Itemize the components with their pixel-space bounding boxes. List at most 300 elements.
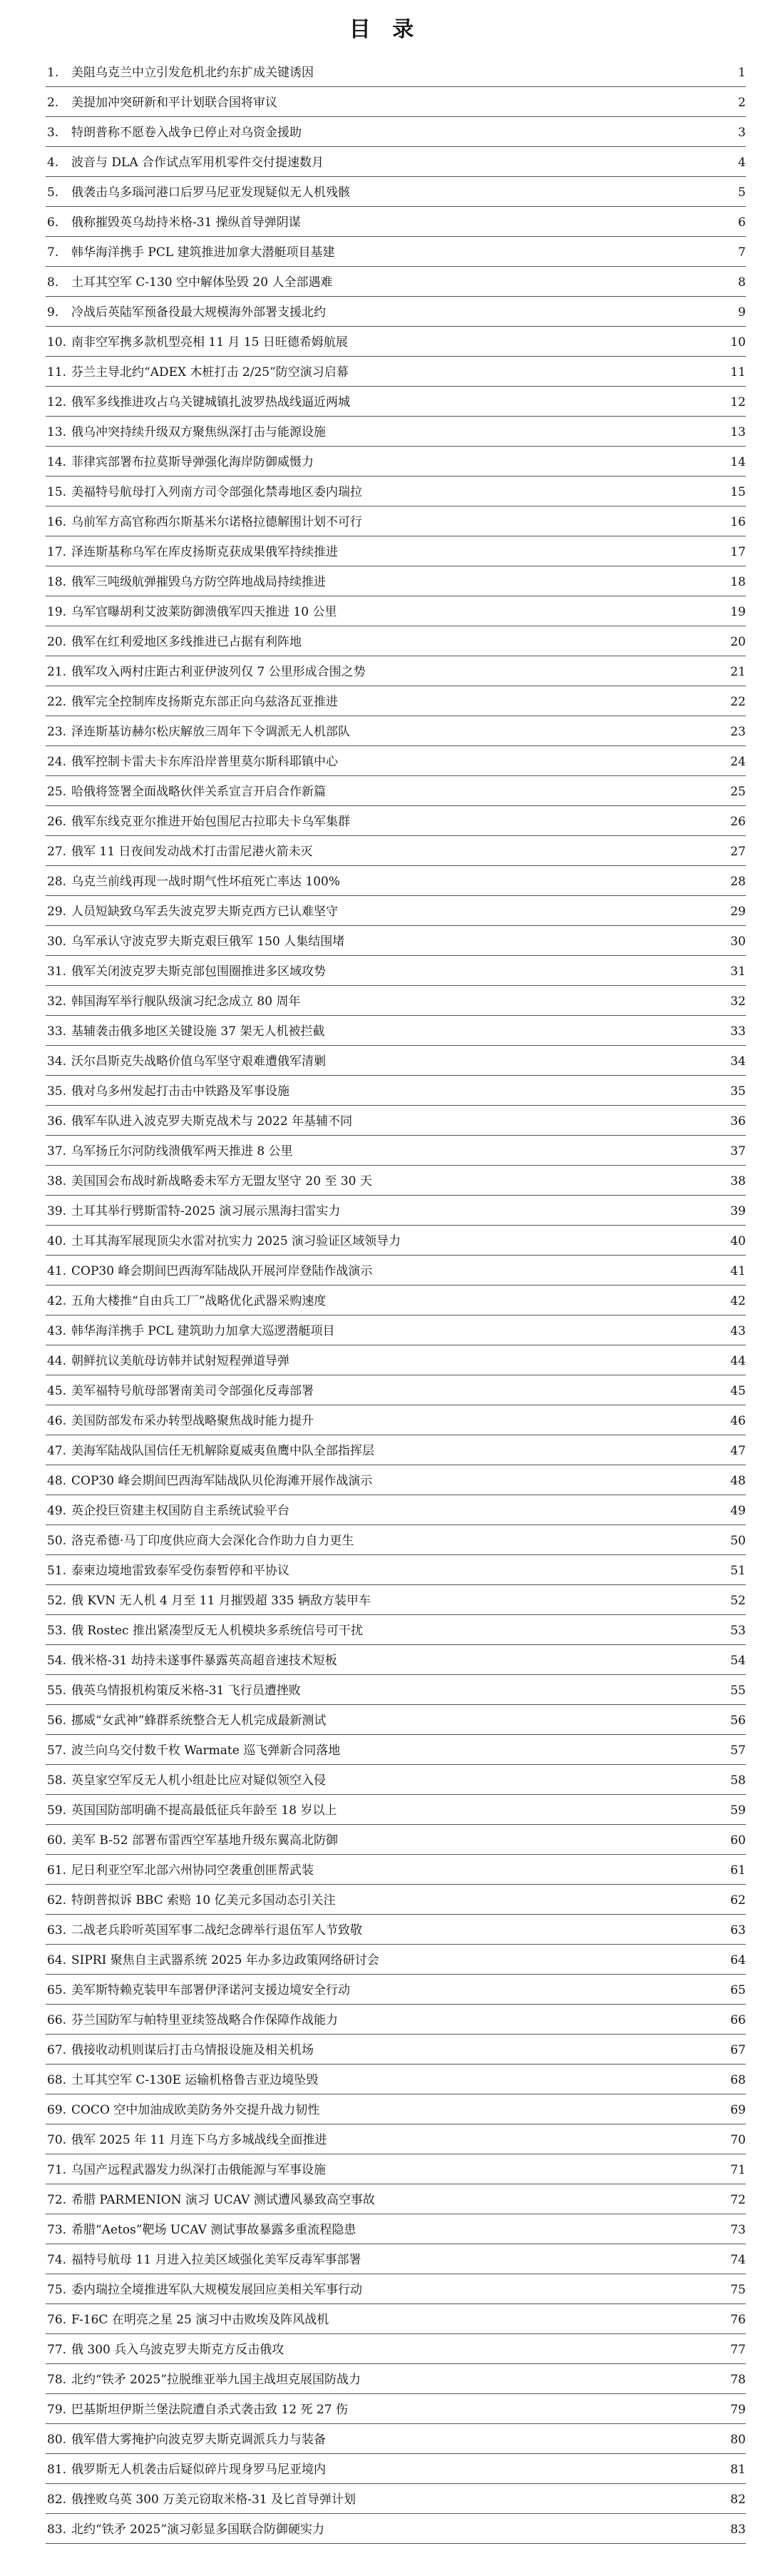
toc-entry-page: 79 [730,2403,746,2417]
toc-entry-title[interactable]: F-16C 在明亮之星 25 演习中击败埃及阵风战机 [71,2313,329,2327]
toc-entry-page: 43 [730,1324,746,1338]
toc-entry-page: 31 [730,964,746,979]
toc-entry[interactable] [0,2127,770,2157]
toc-entry-divider [46,1015,746,1016]
toc-entry-title[interactable]: 韩国海军举行舰队级演习纪念成立 80 周年 [71,994,301,1009]
toc-entry-title[interactable]: 南非空军携多款机型亮相 11 月 15 日旺德希姆航展 [71,335,348,350]
toc-entry-divider [46,745,746,746]
toc-entry-page: 36 [730,1114,746,1129]
toc-entry[interactable] [0,1858,770,1888]
toc-entry-number: 65. [47,1983,67,1997]
toc-entry-title[interactable]: 英皇家空军反无人机小组赴比应对疑似领空入侵 [71,1773,326,1788]
toc-entry-title[interactable]: 洛克希德·马丁印度供应商大会深化合作助力自力更生 [71,1534,354,1548]
toc-entry-page: 61 [730,1863,746,1878]
toc-entry-number: 28. [47,875,67,889]
toc-entry-page: 52 [730,1594,746,1608]
toc-entry[interactable] [0,1918,770,1948]
toc-entry-page: 5 [738,185,746,200]
toc-entry[interactable] [0,2217,770,2247]
toc-entry-divider [46,955,746,956]
toc-entry-title[interactable]: 北约“铁矛 2025”拉脱维亚举九国主战坦克展国防战力 [71,2373,361,2387]
toc-entry-number: 21. [47,665,67,679]
toc-entry[interactable] [0,719,770,749]
toc-entry-number: 58. [47,1773,67,1788]
toc-entry[interactable] [0,1558,770,1588]
toc-entry-page: 62 [730,1893,746,1908]
toc-entry-page: 46 [730,1414,746,1428]
toc-entry-title[interactable]: 俄军车队进入波克罗夫斯克战术与 2022 年基辅不同 [71,1114,353,1129]
toc-entry-title[interactable]: 美阻乌克兰中立引发危机北约东扩成关键诱因 [71,66,314,80]
toc-entry-page: 11 [730,365,746,380]
toc-entry[interactable] [0,479,770,509]
toc-entry-title[interactable]: 俄称摧毁英乌劫持米格-31 操纵首导弹阴谋 [71,215,301,230]
toc-entry-title[interactable]: 菲律宾部署布拉莫斯导弹强化海岸防御威慑力 [71,455,314,469]
toc-entry[interactable] [0,659,770,689]
toc-entry-page: 77 [730,2343,746,2357]
toc-entry[interactable] [0,150,770,180]
toc-entry-divider [46,1824,746,1825]
toc-entry-title[interactable]: 乌克兰前线再现一战时期气性坏疽死亡率达 100% [71,875,341,889]
toc-entry-title[interactable]: 俄军借大雾掩护向波克罗夫斯克调派兵力与装备 [71,2433,326,2447]
toc-entry-title[interactable]: COCO 空中加油成欧美防务外交提升战力韧性 [71,2103,320,2117]
toc-entry[interactable] [0,1019,770,1049]
toc-entry-title[interactable]: 沃尔昌斯克失战略价值乌军坚守艰难遭俄军清剿 [71,1054,326,1069]
toc-entry-number: 33. [47,1024,67,1039]
toc-entry-page: 49 [730,1504,746,1518]
toc-entry[interactable] [0,1977,770,2007]
toc-entry[interactable] [0,2067,770,2097]
toc-entry-number: 3. [47,126,59,140]
toc-entry-number: 68. [47,2073,67,2087]
toc-entry-title[interactable]: 韩华海洋携手 PCL 建筑推进加拿大潜艇项目基建 [71,245,335,260]
toc-entry-title[interactable]: 俄军在红利爱地区多线推进已占据有利阵地 [71,635,302,649]
toc-entry[interactable] [0,1708,770,1738]
toc-entry-title[interactable]: 俄米格-31 劫持未遂事件暴露英高超音速技术短板 [71,1654,337,1668]
toc-entry-page: 24 [730,755,746,769]
toc-entry[interactable] [0,839,770,869]
toc-entry-title[interactable]: 俄对乌多州发起打击击中铁路及军事设施 [71,1084,289,1099]
toc-entry[interactable] [0,1828,770,1858]
toc-entry-title[interactable]: COP30 峰会期间巴西海军陆战队开展河岸登陆作战演示 [71,1264,373,1278]
toc-entry-page: 64 [730,1953,746,1967]
toc-entry-title[interactable]: 美军福特号航母部署南美司令部强化反毒部署 [71,1384,314,1398]
toc-entry-page: 27 [730,845,746,859]
toc-entry-title[interactable]: 俄军完全控制库皮扬斯克东部正向乌兹洛瓦亚推进 [71,695,338,709]
toc-entry[interactable] [0,1798,770,1828]
toc-entry[interactable] [0,749,770,779]
toc-entry-title[interactable]: 俄 KVN 无人机 4 月至 11 月摧毁超 335 辆敌方装甲车 [71,1594,371,1608]
toc-entry-title[interactable]: COP30 峰会期间巴西海军陆战队贝伦海滩开展作战演示 [71,1474,373,1488]
toc-entry[interactable] [0,2367,770,2397]
toc-entry-divider [46,1764,746,1765]
toc-entry-title[interactable]: 俄接收动机则谋后打击乌情报设施及相关机场 [71,2043,314,2057]
toc-entry-number: 59. [47,1803,67,1818]
toc-entry-page: 53 [730,1624,746,1638]
toc-entry-number: 46. [47,1414,67,1428]
toc-entry[interactable] [0,1348,770,1378]
toc-entry[interactable] [0,1678,770,1708]
toc-entry-page: 58 [730,1773,746,1788]
toc-entry[interactable] [0,929,770,959]
toc-entry-title[interactable]: 特朗普拟诉 BBC 索赔 10 亿美元多国动态引关注 [71,1893,336,1908]
toc-entry-title[interactable]: 希腊 PARMENION 演习 UCAV 测试遭风暴致高空事故 [71,2193,375,2207]
toc-entry-page: 73 [730,2223,746,2237]
toc-entry-divider [46,1554,746,1555]
toc-entry[interactable] [0,1468,770,1498]
toc-entry-page: 40 [730,1234,746,1248]
toc-entry-divider [46,476,746,477]
toc-entry-page: 30 [730,935,746,949]
toc-entry-page: 72 [730,2193,746,2207]
toc-entry[interactable] [0,2307,770,2337]
toc-entry-divider [46,1165,746,1166]
toc-entry-number: 48. [47,1474,67,1488]
toc-entry-page: 81 [730,2463,746,2477]
toc-entry-page: 69 [730,2103,746,2117]
toc-entry[interactable] [0,1288,770,1318]
toc-entry-number: 80. [47,2433,67,2447]
toc-entry-title[interactable]: 俄 300 兵入乌波克罗夫斯克方反击俄攻 [71,2343,284,2357]
toc-entry[interactable] [0,1408,770,1438]
toc-entry-divider [46,176,746,177]
toc-entry-page: 55 [730,1684,746,1698]
toc-entry-divider [46,1225,746,1226]
toc-entry-page: 4 [738,156,746,170]
toc-entry-number: 83. [47,2522,67,2537]
toc-entry-number: 81. [47,2463,67,2477]
toc-entry[interactable] [0,120,770,150]
toc-entry-title[interactable]: 五角大楼推“自由兵工厂”战略优化武器采购速度 [71,1294,327,1308]
toc-entry-number: 8. [47,275,59,290]
toc-entry[interactable] [0,1438,770,1468]
toc-entry-title[interactable]: 人员短缺致乌军丢失波克罗夫斯克西方已认难坚守 [71,905,338,919]
toc-entry[interactable] [0,390,770,419]
toc-entry-title[interactable]: 乌前军方高官称西尔斯基米尔诺格拉德解围计划不可行 [71,515,362,529]
toc-entry-number: 6. [47,215,59,230]
toc-entry-divider [46,1584,746,1585]
toc-entry[interactable] [0,599,770,629]
toc-entry-title[interactable]: 二战老兵聆听英国军事二战纪念碑举行退伍军人节致敬 [71,1923,362,1938]
page-title: 目 录 [349,17,421,42]
toc-entry[interactable] [0,779,770,809]
toc-entry[interactable] [0,2247,770,2277]
toc-entry-page: 16 [730,515,746,529]
toc-entry-title[interactable]: 委内瑞拉全境推进军队大规模发展回应美相关军事行动 [71,2283,362,2297]
toc-entry-title[interactable]: 俄军 2025 年 11 月连下乌方多城战线全面推进 [71,2133,327,2147]
toc-entry-title[interactable]: 俄袭击乌多瑙河港口后罗马尼亚发现疑似无人机残骸 [71,185,350,200]
toc-entry-number: 29. [47,905,67,919]
toc-entry[interactable] [0,90,770,120]
toc-entry-page: 12 [730,395,746,409]
toc-entry-title[interactable]: SIPRI 聚焦自主武器系统 2025 年办多边政策网络研讨会 [71,1953,379,1967]
toc-entry[interactable] [0,1738,770,1768]
toc-entry-title[interactable]: 福特号航母 11 月进入拉美区域强化美军反毒军事部署 [71,2253,361,2267]
toc-entry-title[interactable]: 俄挫败乌英 300 万美元窃取米格-31 及匕首导弹计划 [71,2493,356,2507]
toc-entry-page: 78 [730,2373,746,2387]
toc-entry-title[interactable]: 朝鲜抗议美航母访韩并试射短程弹道导弹 [71,1354,289,1368]
toc-entry-number: 47. [47,1444,67,1458]
toc-entry-divider [46,2453,746,2454]
toc-entry-title[interactable]: 英国国防部明确不提高最低征兵年龄至 18 岁以上 [71,1803,337,1818]
toc-entry[interactable] [0,1198,770,1228]
toc-entry-title[interactable]: 波音与 DLA 合作试点军用机零件交付提速数月 [71,156,324,170]
toc-entry-divider [46,236,746,237]
toc-entry-title[interactable]: 芬兰国防军与帕特里亚续签战略合作保障作战能力 [71,2013,338,2027]
toc-entry-divider [46,86,746,87]
toc-entry-divider [46,2004,746,2005]
toc-entry-page: 63 [730,1923,746,1938]
toc-entry-page: 59 [730,1803,746,1818]
toc-entry[interactable] [0,2337,770,2367]
toc-entry[interactable] [0,1528,770,1558]
toc-entry-title[interactable]: 美军 B-52 部署布雷西空军基地升级东翼高北防御 [71,1833,338,1848]
toc-entry-title[interactable]: 泰柬边境地雷致泰军受伤泰暂停和平协议 [71,1564,289,1578]
toc-entry-title[interactable]: 挪威“女武神”蜂群系统整合无人机完成最新测试 [71,1714,327,1728]
toc-entry-title[interactable]: 俄军关闭波克罗夫斯克部包围圈推进多区域攻势 [71,964,326,979]
toc-entry-number: 64. [47,1953,67,1967]
toc-entry-page: 6 [738,215,746,230]
toc-entry-number: 62. [47,1893,67,1908]
toc-entry-number: 37. [47,1144,67,1159]
toc-entry-number: 20. [47,635,67,649]
toc-entry-number: 19. [47,605,67,619]
toc-entry[interactable] [0,1498,770,1528]
toc-entry[interactable] [0,1588,770,1618]
toc-entry[interactable] [0,1378,770,1408]
toc-entry[interactable] [0,539,770,569]
toc-entry-divider [46,1794,746,1795]
toc-entry[interactable] [0,2007,770,2037]
toc-entry-title[interactable]: 泽连斯基访赫尔松庆解放三周年下令调派无人机部队 [71,725,350,739]
toc-entry-page: 7 [738,245,746,260]
toc-entry[interactable] [0,989,770,1019]
toc-entry-number: 14. [47,455,67,469]
toc-entry-title[interactable]: 美提加冲突研新和平计划联合国将审议 [71,96,277,110]
toc-entry[interactable] [0,1258,770,1288]
toc-entry[interactable] [0,1079,770,1109]
toc-entry-page: 66 [730,2013,746,2027]
toc-entry-title[interactable]: 土耳其空军 C-130E 运输机格鲁吉亚边境坠毁 [71,2073,319,2087]
toc-entry-number: 25. [47,785,67,799]
toc-entry[interactable] [0,2427,770,2457]
toc-entry-number: 61. [47,1863,67,1878]
toc-entry-title[interactable]: 土耳其海军展现顶尖水雷对抗实力 2025 演习验证区域领导力 [71,1234,401,1248]
toc-entry[interactable] [0,240,770,270]
toc-entry[interactable] [0,360,770,390]
toc-entry[interactable] [0,1888,770,1918]
toc-entry-page: 80 [730,2433,746,2447]
toc-entry-title[interactable]: 巴基斯坦伊斯兰堡法院遭自杀式袭击致 12 死 27 伤 [71,2403,348,2417]
toc-entry[interactable] [0,689,770,719]
toc-entry[interactable] [0,2397,770,2427]
toc-entry-number: 11. [47,365,67,380]
toc-entry-divider [46,1614,746,1615]
toc-entry-title[interactable]: 基辅袭击俄多地区关键设施 37 架无人机被拦截 [71,1024,325,1039]
toc-entry-title[interactable]: 俄军控制卡雷夫卡东库沿岸普里莫尔斯科耶镇中心 [71,755,338,769]
toc-entry-title[interactable]: 美军斯特赖克装甲车部署伊泽诺河支援边境安全行动 [71,1983,350,1997]
toc-entry[interactable] [0,899,770,929]
toc-entry-number: 13. [47,425,67,439]
toc-entry-title[interactable]: 美福特号航母打入列南方司令部强化禁毒地区委内瑞拉 [71,485,362,499]
toc-entry-title[interactable]: 北约“铁矛 2025”演习彰显多国联合防御硬实力 [71,2522,325,2537]
toc-entry[interactable] [0,1318,770,1348]
toc-entry-title[interactable]: 冷战后英陆军预备役最大规模海外部署支援北约 [71,305,326,320]
toc-entry[interactable] [0,300,770,330]
toc-entry-number: 34. [47,1054,67,1069]
toc-entry-number: 32. [47,994,67,1009]
toc-entry-divider [46,416,746,417]
toc-entry[interactable] [0,1169,770,1198]
toc-entry-title[interactable]: 英企投巨资建主权国防自主系统试验平台 [71,1504,289,1518]
toc-entry[interactable] [0,2487,770,2517]
toc-entry-number: 41. [47,1264,67,1278]
toc-entry[interactable] [0,1139,770,1169]
toc-entry[interactable] [0,509,770,539]
toc-entry-divider [46,805,746,806]
toc-entry[interactable] [0,2277,770,2307]
toc-entry[interactable] [0,210,770,240]
toc-entry[interactable] [0,270,770,300]
toc-entry-title[interactable]: 乌军官曝胡利艾波莱防御溃俄军四天推进 10 公里 [71,605,337,619]
toc-entry-number: 31. [47,964,67,979]
toc-entry-divider [46,1285,746,1286]
toc-entry-page: 19 [730,605,746,619]
toc-entry-title[interactable]: 乌军承认守波克罗夫斯克艰巨俄军 150 人集结围堵 [71,935,345,949]
toc-entry-page: 47 [730,1444,746,1458]
toc-entry[interactable] [0,1948,770,1977]
toc-entry-title[interactable]: 乌军扬丘尔河防线溃俄军两天推进 8 公里 [71,1144,293,1159]
toc-entry-page: 83 [730,2522,746,2537]
toc-entry-page: 74 [730,2253,746,2267]
toc-entry[interactable] [0,2097,770,2127]
toc-entry-divider [46,2333,746,2334]
toc-entry-number: 45. [47,1384,67,1398]
toc-entry[interactable] [0,1648,770,1678]
toc-entry-divider [46,1914,746,1915]
toc-entry-divider [46,326,746,327]
toc-entry-divider [46,2034,746,2035]
toc-entry-number: 74. [47,2253,67,2267]
toc-entry-title[interactable]: 俄军 11 日夜间发动战术打击雷尼港火箭未灭 [71,845,313,859]
toc-entry[interactable] [0,869,770,899]
toc-entry-number: 1. [47,66,59,80]
toc-entry[interactable] [0,419,770,449]
toc-entry-title[interactable]: 俄军三吨级航弹摧毁乌方防空阵地战局持续推进 [71,575,326,589]
toc-entry-title[interactable]: 俄军攻入两村庄距古利亚伊波列仅 7 公里形成合围之势 [71,665,366,679]
toc-entry[interactable] [0,2187,770,2217]
toc-entry-page: 68 [730,2073,746,2087]
toc-entry-title[interactable]: 美国防部发布采办转型战略聚焦战时能力提升 [71,1414,314,1428]
toc-entry-number: 54. [47,1654,67,1668]
toc-entry-page: 56 [730,1714,746,1728]
toc-entry-divider [46,1854,746,1855]
toc-entry-page: 17 [730,545,746,559]
toc-entry[interactable] [0,959,770,989]
toc-entry-title[interactable]: 泽连斯基称乌军在库皮扬斯克获成果俄军持续推进 [71,545,338,559]
toc-entry-title[interactable]: 美海军陆战队国信任无机解除夏威夷鱼鹰中队全部指挥层 [71,1444,374,1458]
toc-entry-number: 52. [47,1594,67,1608]
toc-entry-title[interactable]: 尼日利亚空军北部六州协同空袭重创匪帮武装 [71,1863,314,1878]
toc-entry-number: 73. [47,2223,67,2237]
toc-entry[interactable] [0,569,770,599]
toc-entry-divider [46,206,746,207]
toc-entry-number: 70. [47,2133,67,2147]
toc-entry[interactable] [0,449,770,479]
toc-entry-title[interactable]: 俄乌冲突持续升级双方聚焦纵深打击与能源设施 [71,425,326,439]
toc-entry-page: 51 [730,1564,746,1578]
toc-entry[interactable] [0,330,770,360]
toc-entry-divider [46,1704,746,1705]
toc-entry-title[interactable]: 哈俄将签署全面战略伙伴关系宣言开启合作新篇 [71,785,326,799]
toc-entry[interactable] [0,1768,770,1798]
toc-entry-title[interactable]: 俄军东线克亚尔推进开始包围尼古拉耶夫卡乌军集群 [71,815,350,829]
toc-entry-title[interactable]: 俄罗斯无人机袭击后疑似碎片现身罗马尼亚境内 [71,2463,326,2477]
toc-entry-number: 79. [47,2403,67,2417]
toc-entry-divider [46,985,746,986]
toc-entry-title[interactable]: 美国国会布战时新战略委未军方无盟友坚守 20 至 30 天 [71,1174,372,1188]
toc-entry-page: 50 [730,1534,746,1548]
toc-entry-number: 43. [47,1324,67,1338]
toc-entry[interactable] [0,2457,770,2487]
toc-entry-title[interactable]: 韩华海洋携手 PCL 建筑助力加拿大巡逻潜艇项目 [71,1324,335,1338]
toc-entry[interactable] [0,180,770,210]
toc-entry-number: 30. [47,935,67,949]
toc-entry[interactable] [0,629,770,659]
toc-entry-page: 32 [730,994,746,1009]
toc-entry-title[interactable]: 俄军多线推进攻占乌关键城镇扎波罗热战线逼近两城 [71,395,350,409]
toc-entry-page: 67 [730,2043,746,2057]
toc-entry-number: 42. [47,1294,67,1308]
toc-entry[interactable] [0,2517,770,2547]
toc-entry-page: 8 [738,275,746,290]
toc-entry-page: 38 [730,1174,746,1188]
toc-entry-title[interactable]: 俄英乌情报机构策反米格-31 飞行员遭挫败 [71,1684,301,1698]
toc-entry-title[interactable]: 芬兰主导北约“ADEX 木桩打击 2/25”防空演习启幕 [71,365,349,380]
toc-entry[interactable] [0,2157,770,2187]
toc-entry-page: 48 [730,1474,746,1488]
toc-entry-page: 1 [738,66,746,80]
toc-entry[interactable] [0,1049,770,1079]
toc-entry-number: 16. [47,515,67,529]
toc-entry-title[interactable]: 特朗普称不愿卷入战争已停止对乌资金援助 [71,126,302,140]
toc-entry[interactable] [0,1618,770,1648]
toc-entry[interactable] [0,1228,770,1258]
toc-entry-page: 71 [730,2163,746,2177]
toc-entry[interactable] [0,809,770,839]
toc-entry-title[interactable]: 土耳其空军 C-130 空中解体坠毁 20 人全部遇难 [71,275,333,290]
toc-entry-title[interactable]: 希腊“Aetos”靶场 UCAV 测试事故暴露多重流程隐患 [71,2223,356,2237]
toc-entry-divider [46,835,746,836]
toc-entry-divider [46,2483,746,2484]
toc-entry-title[interactable]: 波兰向乌交付数千枚 Warmate 巡飞弹新合同落地 [71,1743,341,1758]
toc-entry-page: 2 [738,96,746,110]
toc-entry-number: 69. [47,2103,67,2117]
toc-entry-divider [46,775,746,776]
toc-entry[interactable] [0,60,770,90]
toc-entry[interactable] [0,1109,770,1139]
toc-entry-title[interactable]: 俄 Rostec 推出紧凑型反无人机模块多系统信号可干扰 [71,1624,363,1638]
toc-entry-number: 18. [47,575,67,589]
toc-entry-title[interactable]: 乌国产远程武器发力纵深打击俄能源与军事设施 [71,2163,326,2177]
toc-entry-number: 36. [47,1114,67,1129]
toc-entry[interactable] [0,2037,770,2067]
toc-entry-number: 71. [47,2163,67,2177]
toc-entry-title[interactable]: 土耳其举行劈斯雷特-2025 演习展示黑海扫雷实力 [71,1204,341,1218]
toc-entry-page: 10 [730,335,746,350]
toc-entry-divider [46,446,746,447]
toc-entry-number: 40. [47,1234,67,1248]
toc-entry-page: 20 [730,635,746,649]
